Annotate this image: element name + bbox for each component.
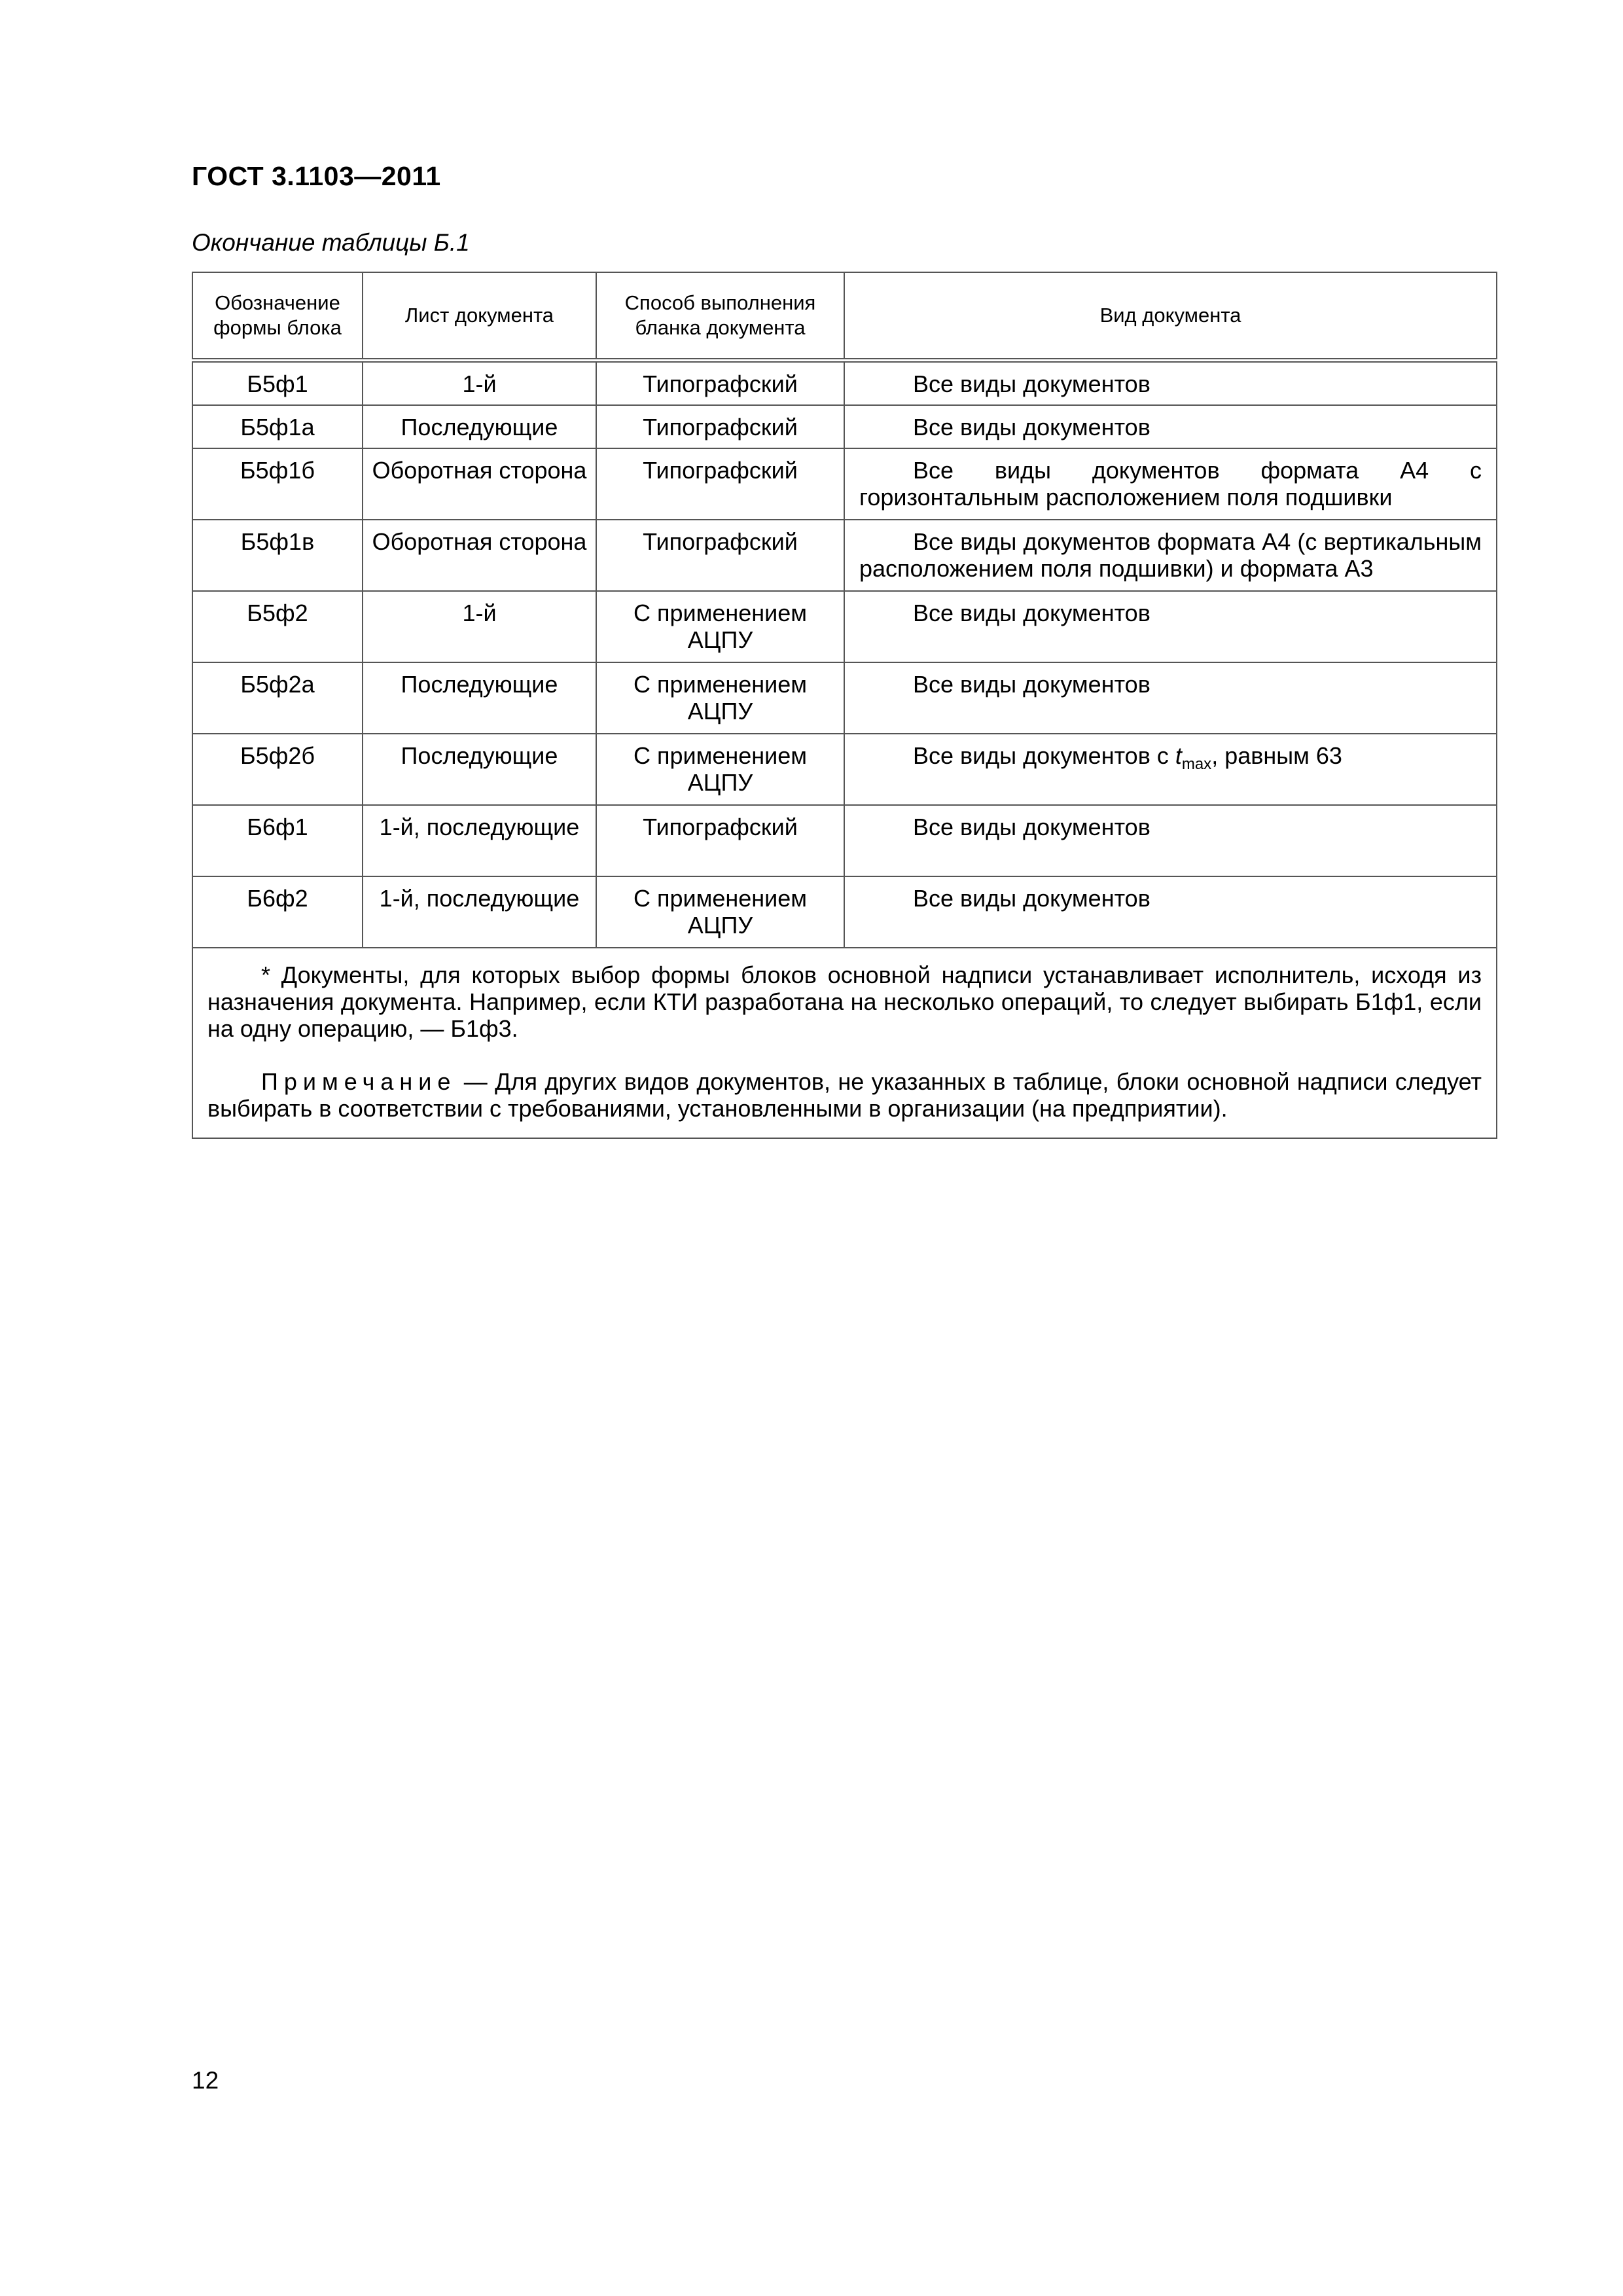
cell-method: Типографский bbox=[596, 805, 844, 876]
table-row bbox=[192, 734, 1497, 805]
cell-sheet: Оборотная сторона bbox=[363, 448, 596, 520]
page-number: 12 bbox=[192, 2067, 219, 2094]
cell-sheet: 1-й bbox=[363, 361, 596, 406]
cell-kind: Все виды документов формата А4 (с вертикальным расположением поля подшивки) и формата А3 bbox=[844, 520, 1497, 591]
cell-sheet: Последующие bbox=[363, 662, 596, 734]
cell-method: Типографский bbox=[596, 448, 844, 520]
cell-method: С применением АЦПУ bbox=[596, 876, 844, 948]
column-header-kind: Вид документа bbox=[844, 272, 1497, 361]
cell-sheet: Последующие bbox=[363, 734, 596, 805]
table-note bbox=[207, 1068, 1482, 1122]
table-row bbox=[192, 520, 1497, 591]
table-row bbox=[192, 805, 1497, 876]
cell-sheet: Последующие bbox=[363, 405, 596, 448]
cell-kind: Все виды документов bbox=[844, 662, 1497, 734]
cell-code: Б5ф1 bbox=[192, 361, 363, 406]
cell-method: С применением АЦПУ bbox=[596, 662, 844, 734]
table-row bbox=[192, 876, 1497, 948]
cell-method: Типографский bbox=[596, 520, 844, 591]
cell-code: Б5ф1б bbox=[192, 448, 363, 520]
kind-text-prefix: Все виды документов с bbox=[913, 742, 1175, 769]
cell-kind: Все виды документов формата А4 с горизонтальным расположением поля подшивки bbox=[844, 448, 1497, 520]
cell-kind: Все виды документов bbox=[844, 591, 1497, 662]
column-header-method: Способ выполнения бланка документа bbox=[596, 272, 844, 361]
note-label: Примечание bbox=[261, 1068, 457, 1095]
cell-kind: Все виды документов bbox=[844, 876, 1497, 948]
forms-table bbox=[192, 272, 1497, 1139]
cell-sheet: 1-й bbox=[363, 591, 596, 662]
document-title: ГОСТ 3.1103—2011 bbox=[192, 161, 441, 191]
cell-kind: Все виды документов bbox=[844, 805, 1497, 876]
cell-code: Б5ф2б bbox=[192, 734, 363, 805]
cell-code: Б5ф2 bbox=[192, 591, 363, 662]
cell-kind: Все виды документов bbox=[844, 361, 1497, 406]
kind-variable-subscript: max bbox=[1181, 755, 1212, 774]
column-header-sheet: Лист документа bbox=[363, 272, 596, 361]
cell-kind: Все виды документов bbox=[844, 405, 1497, 448]
table-row bbox=[192, 405, 1497, 448]
table-footnote: * Документы, для которых выбор формы блоков основной надписи устанавливает исполнитель, исходя из назначения документа. Например, если КТИ разработана на несколько операций, то следует выбирать Б1ф1, если на одну операцию, — Б1ф3. bbox=[207, 961, 1482, 1042]
table-notes-row bbox=[192, 948, 1497, 1138]
table-row bbox=[192, 662, 1497, 734]
note-text: — Для других видов документов, не указанных в таблице, блоки основной надписи следует выбирать в соответствии с требованиями, установленными в организации (на предприятии). bbox=[207, 1068, 1482, 1122]
cell-sheet: Оборотная сторона bbox=[363, 520, 596, 591]
cell-sheet: 1-й, последующие bbox=[363, 876, 596, 948]
table-row bbox=[192, 361, 1497, 406]
table-notes-cell bbox=[192, 948, 1497, 1138]
table-caption: Окончание таблицы Б.1 bbox=[192, 229, 470, 256]
cell-code: Б5ф2а bbox=[192, 662, 363, 734]
table-row bbox=[192, 448, 1497, 520]
table-header-row bbox=[192, 272, 1497, 361]
kind-variable: t bbox=[1175, 742, 1182, 769]
kind-text-suffix: , равным 63 bbox=[1211, 742, 1342, 769]
cell-method: Типографский bbox=[596, 361, 844, 406]
cell-code: Б6ф1 bbox=[192, 805, 363, 876]
column-header-code: Обозначение формы блока bbox=[192, 272, 363, 361]
cell-method: Типографский bbox=[596, 405, 844, 448]
cell-code: Б6ф2 bbox=[192, 876, 363, 948]
cell-method: С применением АЦПУ bbox=[596, 734, 844, 805]
cell-code: Б5ф1в bbox=[192, 520, 363, 591]
cell-code: Б5ф1а bbox=[192, 405, 363, 448]
cell-sheet: 1-й, последующие bbox=[363, 805, 596, 876]
table-row bbox=[192, 591, 1497, 662]
cell-kind bbox=[844, 734, 1497, 805]
cell-method: С применением АЦПУ bbox=[596, 591, 844, 662]
